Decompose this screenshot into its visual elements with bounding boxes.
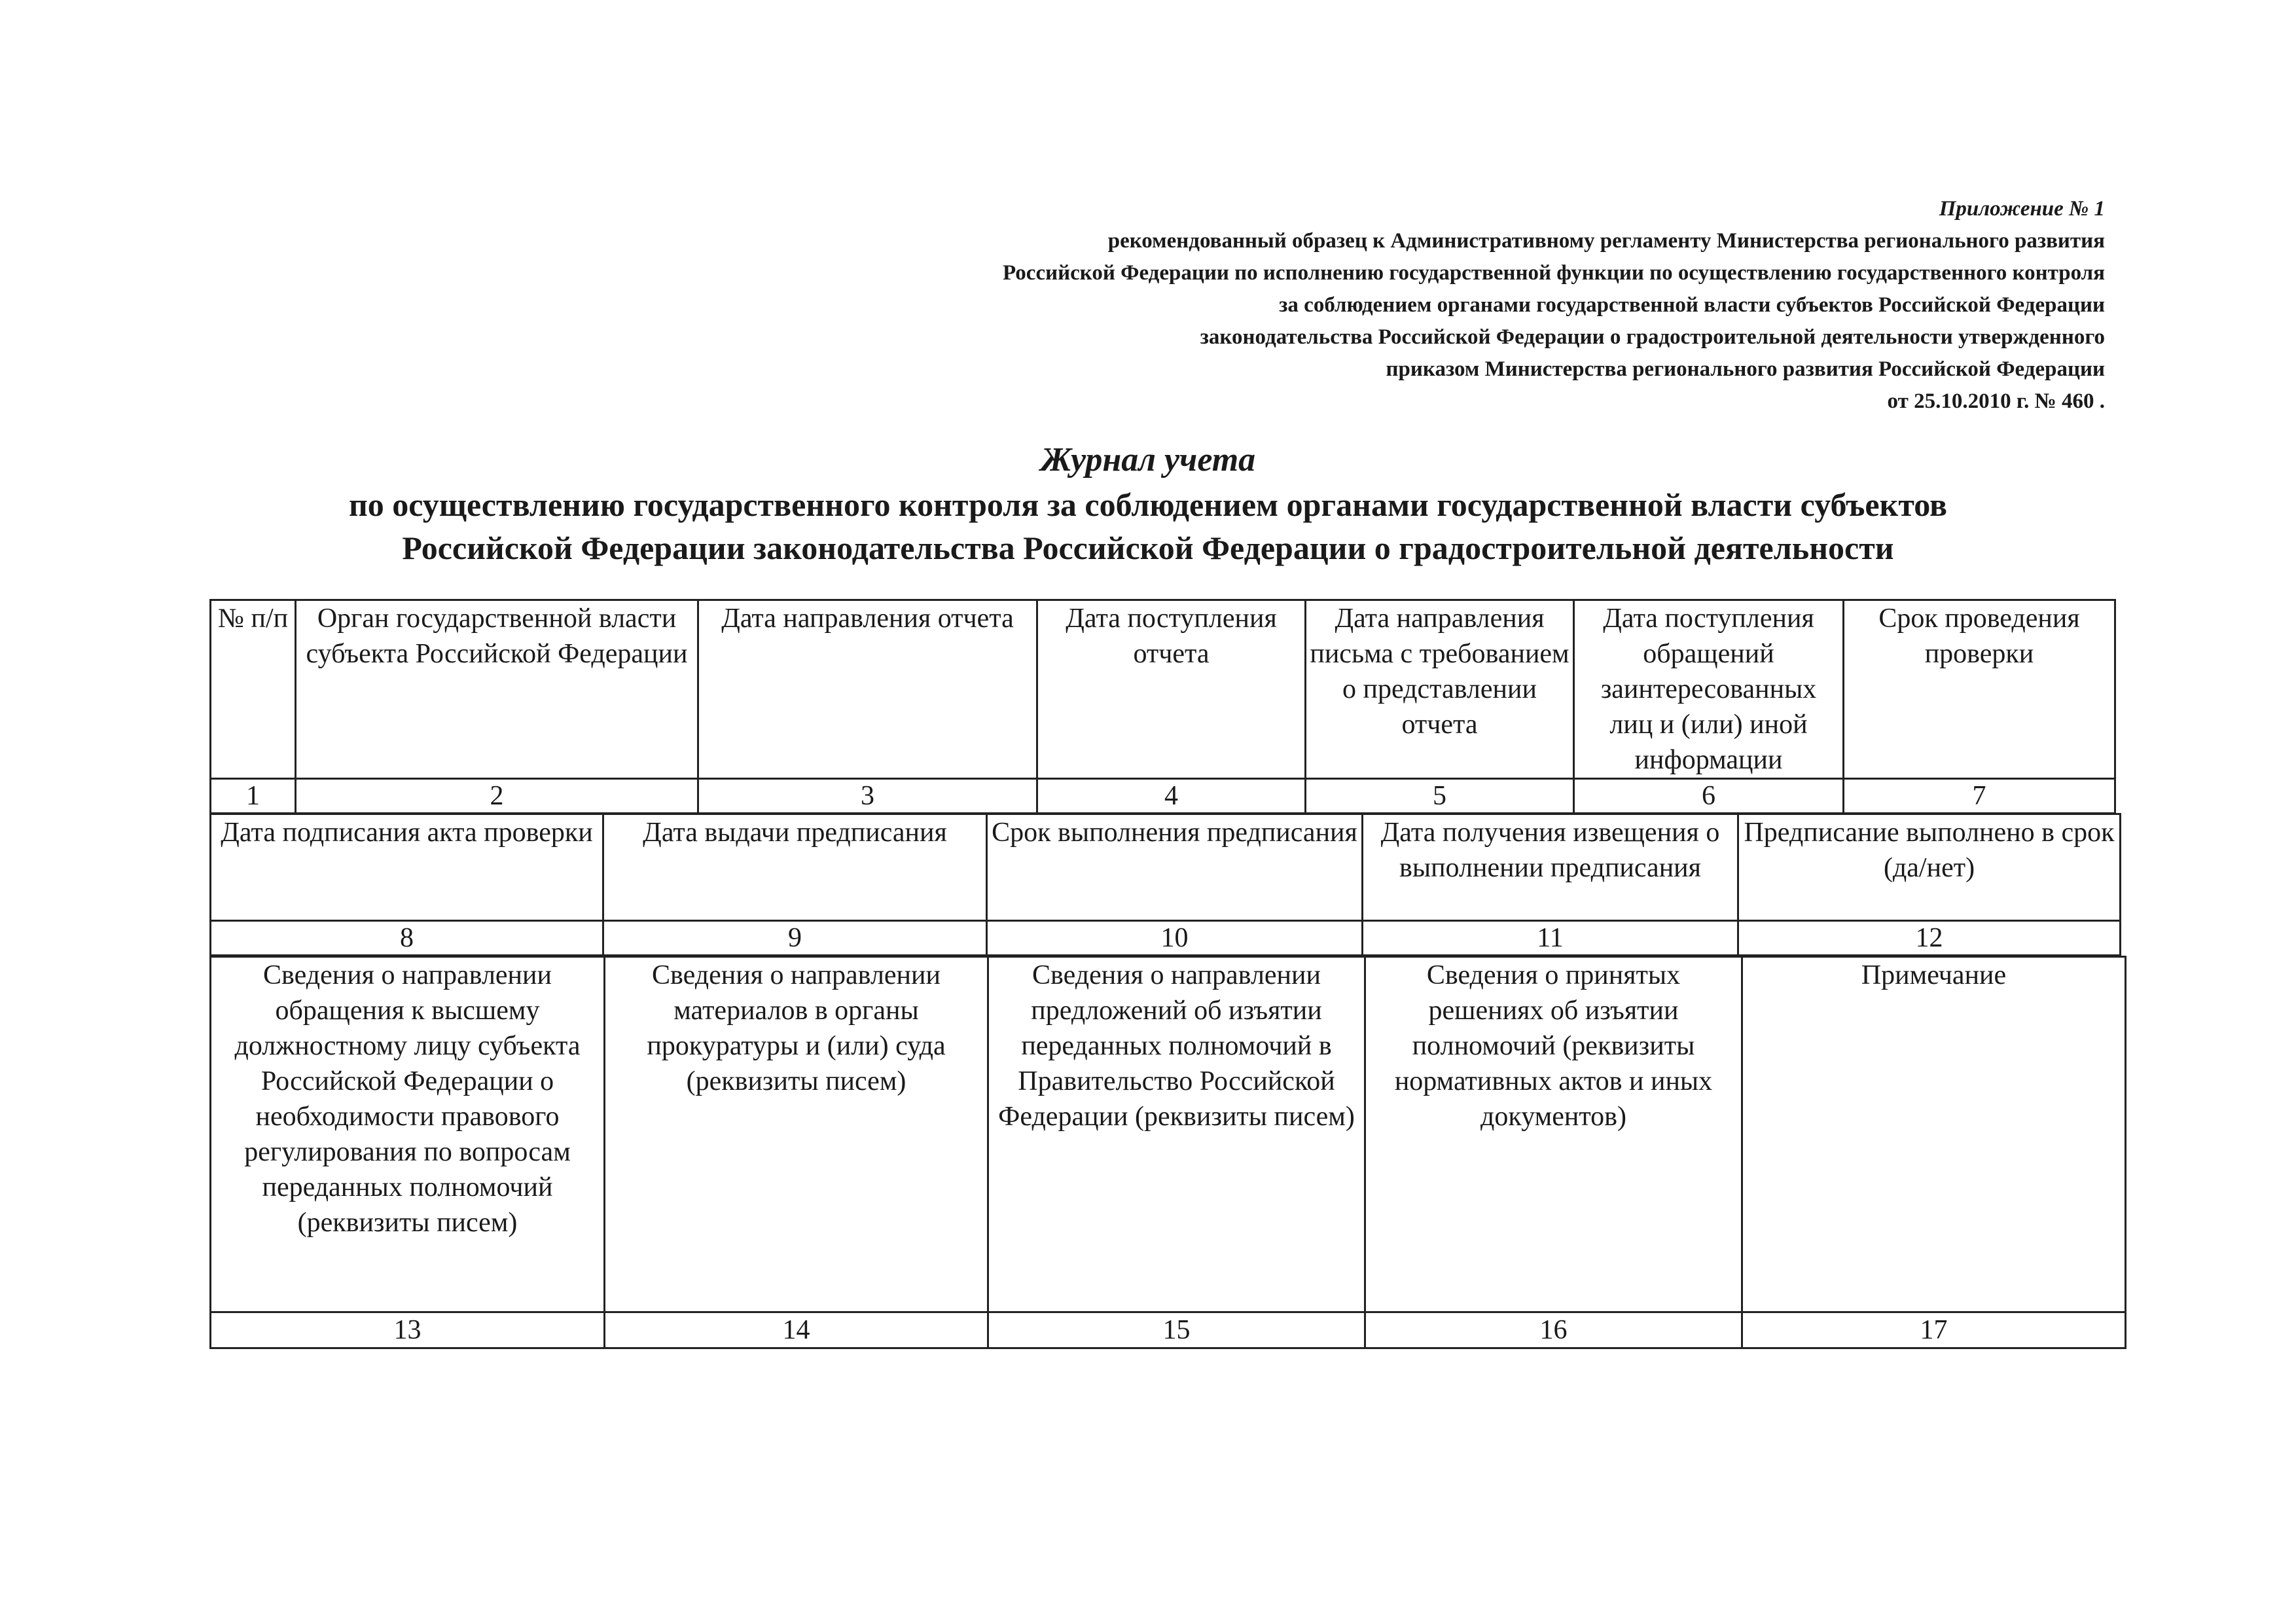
title-line-3: Российской Федерации законодательства Российской Федерации о градостроительной деятельности: [402, 530, 1894, 566]
title-line-2: по осуществлению государственного контроля за соблюдением органами государственной власти субъектов: [348, 486, 1948, 523]
column-number: 6: [1574, 779, 1844, 814]
appendix-header: [796, 193, 2105, 418]
column-number: 2: [296, 779, 698, 814]
column-header-order-deadline: Срок выполнения предписания: [987, 814, 1363, 921]
column-number: 9: [603, 921, 987, 956]
column-header-order-completed-on-time: Предписание выполнено в срок (да/нет): [1738, 814, 2121, 921]
column-number: 15: [988, 1312, 1365, 1348]
column-number: 7: [1844, 779, 2115, 814]
appendix-line: законодательства Российской Федерации о градостроительной деятельности утвержденного: [1200, 325, 2105, 349]
column-number: 1: [211, 779, 296, 814]
column-header-completion-notice-date: Дата получения извещения о выполнении предписания: [1363, 814, 1738, 921]
column-header-appeals-received-date: Дата поступления обращений заинтересованных лиц и (или) иной информации: [1574, 600, 1844, 779]
journal-table-columns-8-12: [209, 813, 2121, 956]
column-number: 17: [1742, 1312, 2126, 1348]
column-header-report-sent-date: Дата направления отчета: [698, 600, 1037, 779]
column-header-withdrawal-decisions: Сведения о принятых решениях об изъятии полномочий (реквизиты нормативных актов и иных документов): [1365, 957, 1742, 1312]
column-number: 12: [1738, 921, 2121, 956]
column-header-number: № п/п: [211, 600, 296, 779]
table-header-row: [211, 814, 2121, 921]
appendix-label: Приложение № 1: [1939, 197, 2105, 221]
appendix-line: за соблюдением органами государственной власти субъектов Российской Федерации: [1279, 293, 2105, 317]
journal-table-columns-13-17: [209, 956, 2126, 1349]
column-number-row: [211, 1312, 2126, 1348]
appendix-line: рекомендованный образец к Административному регламенту Министерства регионального развития: [1107, 229, 2105, 253]
column-number: 16: [1365, 1312, 1742, 1348]
document-title: [0, 437, 2296, 569]
column-header-request-letter-date: Дата направления письма с требованием о представлении отчета: [1306, 600, 1574, 779]
journal-table-columns-1-7: [209, 599, 2116, 814]
title-line-1: Журнал учета: [1040, 441, 1256, 478]
column-header-report-received-date: Дата поступления отчета: [1037, 600, 1306, 779]
column-header-materials-to-prosecutor: Сведения о направлении материалов в органы прокуратуры и (или) суда (реквизиты писем): [605, 957, 988, 1312]
column-number: 4: [1037, 779, 1306, 814]
column-number: 8: [211, 921, 603, 956]
column-number: 11: [1363, 921, 1738, 956]
column-number: 5: [1306, 779, 1574, 814]
column-number: 14: [605, 1312, 988, 1348]
column-number: 13: [211, 1312, 605, 1348]
column-header-appeal-to-official: Сведения о направлении обращения к высшему должностному лицу субъекта Российской Федерации о необходимости правового регулирования по вопросам переданных полномочий (реквизиты писем): [211, 957, 605, 1312]
table-header-row: [211, 600, 2115, 779]
column-header-order-issued-date: Дата выдачи предписания: [603, 814, 987, 921]
column-number-row: [211, 779, 2115, 814]
column-number-row: [211, 921, 2121, 956]
appendix-line: от 25.10.2010 г. № 460 .: [1887, 389, 2105, 413]
appendix-line: Российской Федерации по исполнению государственной функции по осуществлению государственного контроля: [1002, 261, 2105, 285]
column-number: 10: [987, 921, 1363, 956]
column-header-note: Примечание: [1742, 957, 2126, 1312]
column-header-act-signed-date: Дата подписания акта проверки: [211, 814, 603, 921]
column-number: 3: [698, 779, 1037, 814]
column-header-inspection-term: Срок проведения проверки: [1844, 600, 2115, 779]
table-header-row: [211, 957, 2126, 1312]
column-header-authority: Орган государственной власти субъекта Российской Федерации: [296, 600, 698, 779]
appendix-line: приказом Министерства регионального развития Российской Федерации: [1386, 357, 2105, 381]
column-header-withdrawal-proposals: Сведения о направлении предложений об изъятии переданных полномочий в Правительство Российской Федерации (реквизиты писем): [988, 957, 1365, 1312]
